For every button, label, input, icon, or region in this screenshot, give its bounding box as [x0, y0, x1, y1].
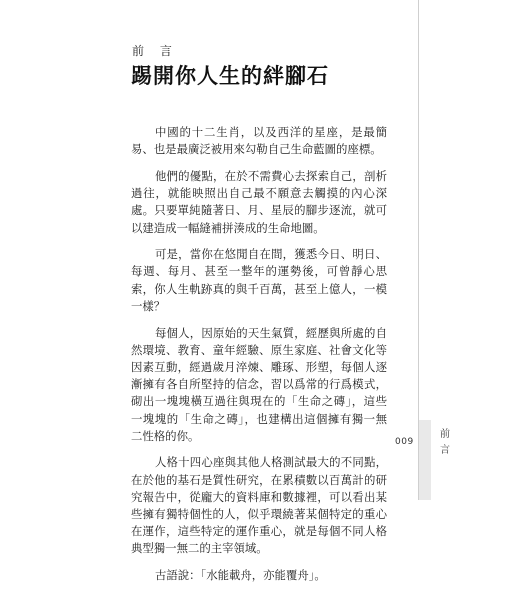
paragraph: 人格十四心座與其他人格測試最大的不同點，在於他的基石是質性研究，在累積數以百萬計的研究報告中，從龐大的資料庫和數據裡，可以看出某些擁有獨特個性的人，似乎環繞著某個特定的重心在運作，這些特定的運作重心，就是每個不同人格典型獨一無二的主宰領域。 [131, 455, 387, 556]
body-text [131, 124, 387, 594]
paragraph: 可是，當你在悠閒自在間，獲悉今日、明日、每週、每月、甚至一整年的運勢後，可曾靜心思索，你人生軌跡真的與千百萬，甚至上億人，一模一樣？ [131, 247, 387, 313]
running-head: 前 言 [440, 429, 450, 456]
paragraph: 中國的十二生肖，以及西洋的星座，是最簡易、也是最廣泛被用來勾勒自己生命藍圖的座標。 [131, 125, 387, 157]
paragraph: 每個人，因原始的天生氣質，經歷與所處的自然環境、教育、童年經驗、原生家庭、社會文化等因素互動，經過歲月淬煉、雕琢、形塑，每個人逐漸擁有各自所堅持的信念，習以爲常的行爲模式，砌出一塊塊橫互過往與現在的「生命之磚」，這些一塊塊的「生命之磚」，也建構出這個擁有獨一無二性格的你。 [131, 325, 387, 443]
paragraph: 他們的優點，在於不需費心去探索自己，剖析過往，就能映照出自己最不願意去觸摸的內心深處。只要單純隨著日、月、星辰的腳步逐流，就可以建造成一幅縫補拼湊成的生命地圖。 [131, 168, 387, 235]
chapter-label: 前 言 [132, 44, 178, 58]
paragraph: 古語說：「水能載舟，亦能覆舟」。 [154, 568, 326, 583]
chapter-title: 踢開你人生的絆腳石 [131, 63, 329, 88]
page-number: 009 [395, 437, 414, 447]
side-tab [419, 420, 431, 500]
